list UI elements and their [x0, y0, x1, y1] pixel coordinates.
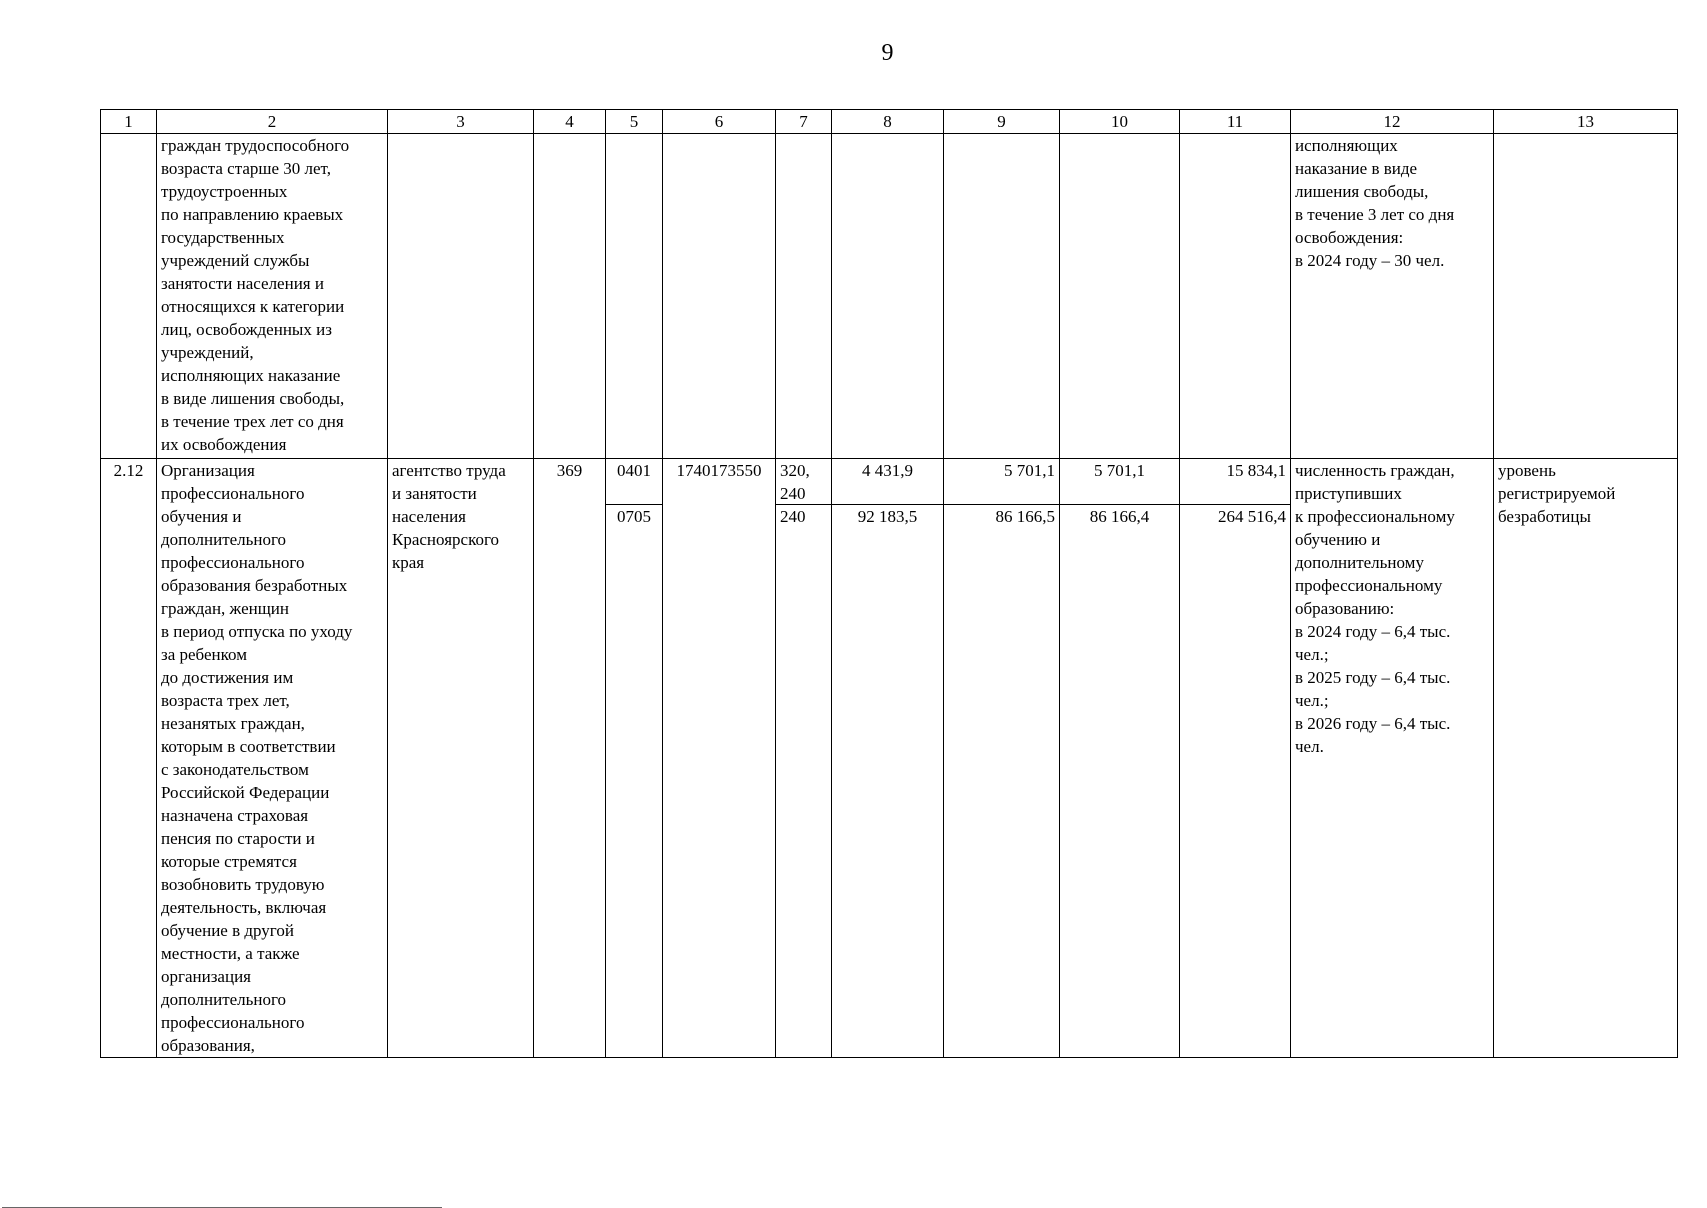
total-cell: [1180, 134, 1291, 459]
target-article-cell: [663, 134, 776, 459]
column-header: 3: [388, 110, 534, 134]
column-header: 1: [101, 110, 157, 134]
amount-2026-bottom: 86 166,4: [1089, 507, 1150, 526]
header-row: [101, 110, 1678, 134]
section-code-bottom: 0705: [617, 507, 651, 526]
column-header: 4: [534, 110, 606, 134]
total-top: 15 834,1: [1180, 459, 1290, 505]
amount-cell: [832, 459, 944, 1058]
column-header: 10: [1060, 110, 1180, 134]
expense-type-bottom: 240: [780, 507, 806, 526]
program-table: [100, 109, 1678, 1058]
amount-2024-top: 4 431,9: [832, 459, 943, 505]
expected-result-cell: численность граждан, приступивших к профессиональному обучению и дополнительному профессиональному образованию: в 2024 году – 6,4 тыс. чел.; в 2025 году – 6,4 тыс. чел.; в 2026 году – 6,4 тыс. чел.: [1291, 459, 1494, 1058]
column-header: 6: [663, 110, 776, 134]
activity-description-cell: граждан трудоспособного возраста старше 30 лет, трудоустроенных по направлению краевых государственных учреждений службы занятости населения и относящихся к категории лиц, освобожденных из учреждений, исполняющих наказание в виде лишения свободы, в течение трех лет со дня их освобождения: [157, 134, 388, 459]
row-number-cell: 2.12: [101, 459, 157, 1058]
column-header: 5: [606, 110, 663, 134]
column-header: 8: [832, 110, 944, 134]
indicator-cell: [1494, 134, 1678, 459]
amount-2024-bottom: 92 183,5: [857, 507, 918, 526]
table-row: [101, 134, 1678, 459]
code-cell: 369: [534, 459, 606, 1058]
amount-cell: [1060, 459, 1180, 1058]
table-row: [101, 459, 1678, 1058]
amount-cell: [944, 134, 1060, 459]
responsible-agency-cell: [388, 134, 534, 459]
expected-result-cell: исполняющих наказание в виде лишения свободы, в течение 3 лет со дня освобождения: в 2024 году – 30 чел.: [1291, 134, 1494, 459]
amount-cell: [832, 134, 944, 459]
amount-cell: [1060, 134, 1180, 459]
responsible-agency-cell: агентство труда и занятости населения Красноярского края: [388, 459, 534, 1058]
activity-description-cell: Организация профессионального обучения и дополнительного профессионального образования безработных граждан, женщин в период отпуска по уходу за ребенком до достижения им возраста трех лет, незанятых граждан, которым в соответствии с законодательством Российской Федерации назначена страховая пенсия по старости и которые стремятся возобновить трудовую деятельность, включая обучение в другой местности, а также организация дополнительного профессионального образования,: [157, 459, 388, 1058]
total-cell: [1180, 459, 1291, 1058]
amount-2025-top: 5 701,1: [944, 459, 1059, 505]
total-bottom: 264 516,4: [1218, 507, 1286, 526]
row-number-cell: [101, 134, 157, 459]
section-code-top: 0401: [606, 459, 662, 505]
amount-2025-bottom: 86 166,5: [995, 507, 1055, 526]
amount-2026-top: 5 701,1: [1060, 459, 1179, 505]
expense-type-top: 320, 240: [776, 459, 831, 505]
page-number: 9: [881, 40, 894, 66]
column-header: 11: [1180, 110, 1291, 134]
code-cell: [534, 134, 606, 459]
expense-type-cell: [776, 134, 832, 459]
section-code-cell: [606, 459, 663, 1058]
column-header: 2: [157, 110, 388, 134]
expense-type-cell: [776, 459, 832, 1058]
indicator-cell: уровень регистрируемой безработицы: [1494, 459, 1678, 1058]
amount-cell: [944, 459, 1060, 1058]
section-code-cell: [606, 134, 663, 459]
target-article-cell: 1740173550: [663, 459, 776, 1058]
column-header: 12: [1291, 110, 1494, 134]
column-header: 7: [776, 110, 832, 134]
column-header: 13: [1494, 110, 1678, 134]
column-header: 9: [944, 110, 1060, 134]
